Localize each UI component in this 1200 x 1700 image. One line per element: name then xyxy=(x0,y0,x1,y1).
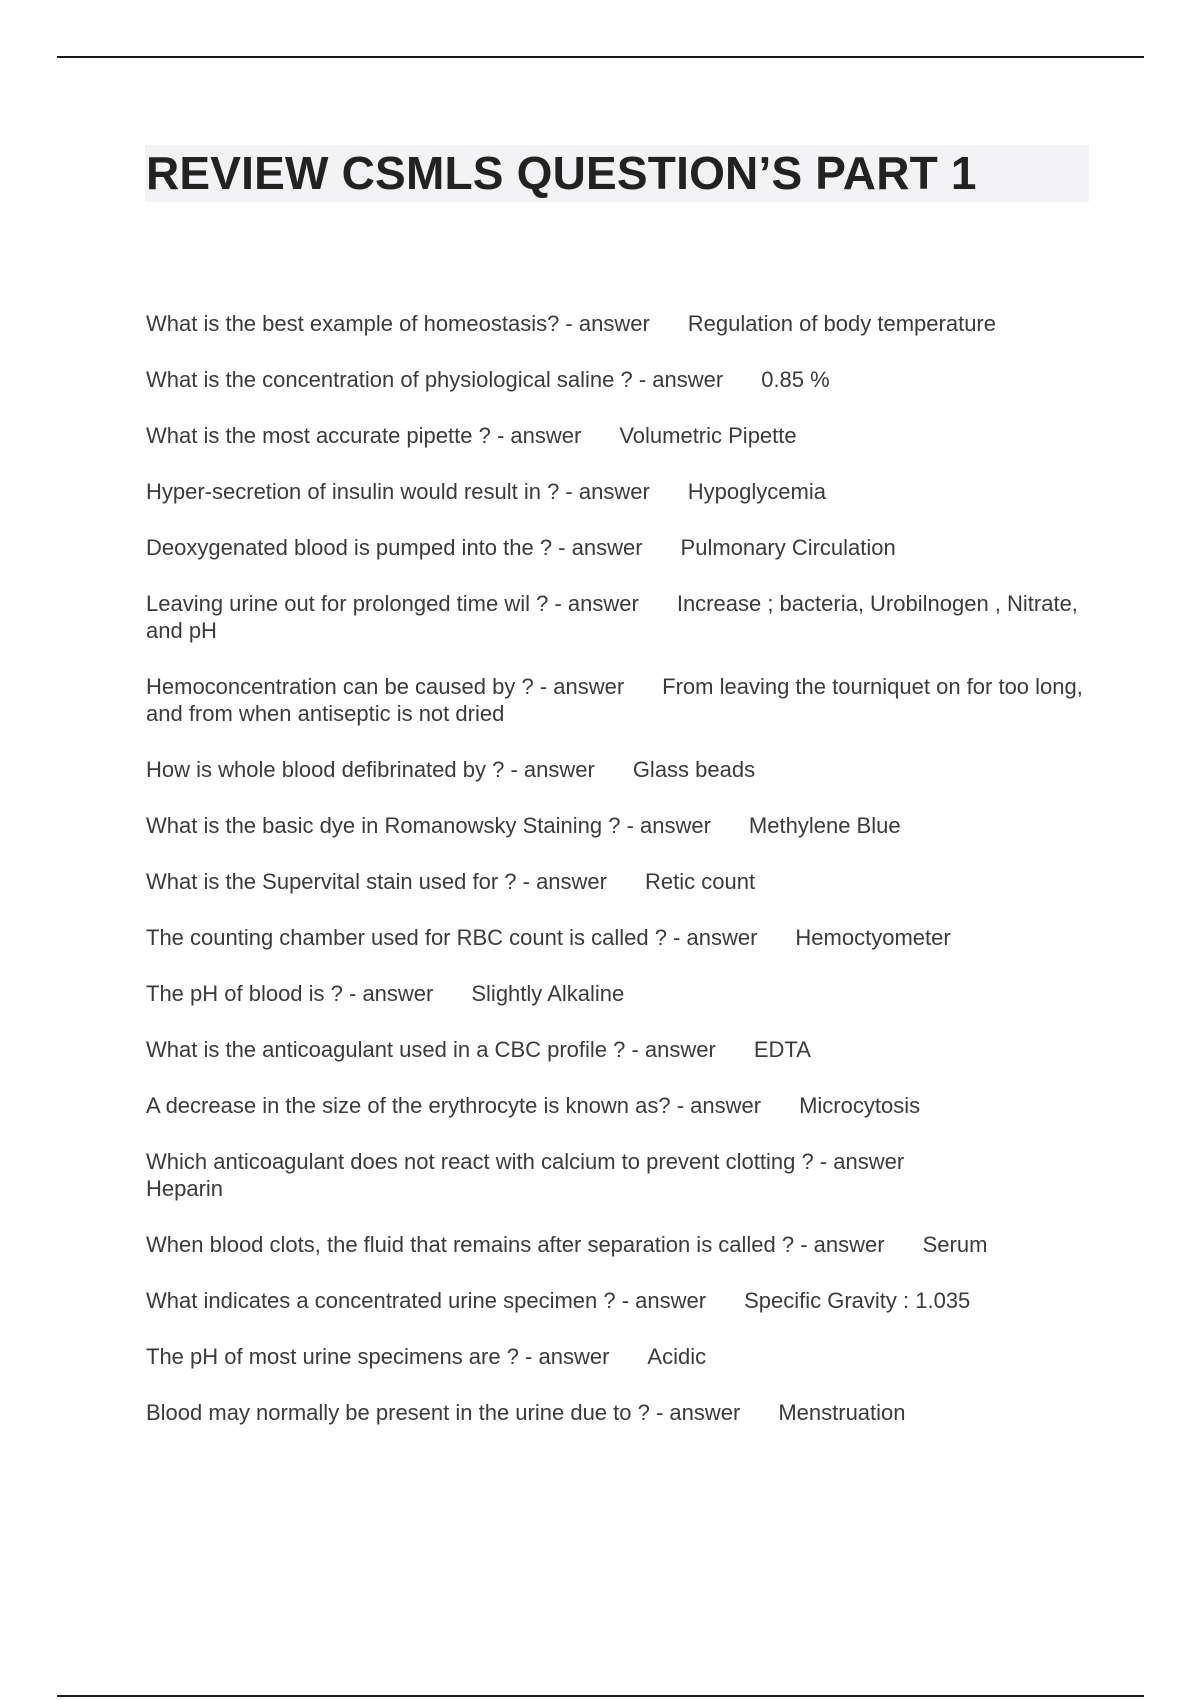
answer-text: Volumetric Pipette xyxy=(619,423,797,448)
bottom-rule xyxy=(57,1695,1144,1697)
list-item xyxy=(146,422,1086,449)
question-text: A decrease in the size of the erythrocyte is known as? - answer xyxy=(146,1093,762,1118)
question-text: When blood clots, the fluid that remains after separation is called ? - answer xyxy=(146,1232,885,1257)
answer-text: Heparin xyxy=(146,1176,224,1201)
answer-text: Methylene Blue xyxy=(748,813,901,838)
question-list xyxy=(146,310,1086,1455)
question-text: What is the most accurate pipette ? - answer xyxy=(146,423,582,448)
question-text: The pH of blood is ? - answer xyxy=(146,981,434,1006)
answer-text: Menstruation xyxy=(778,1400,906,1425)
question-text: What is the Supervital stain used for ? - answer xyxy=(146,869,607,894)
question-text: Leaving urine out for prolonged time wil ? - answer xyxy=(146,591,639,616)
answer-text: From leaving the tourniquet on for too long, and from when antiseptic is not dried xyxy=(146,674,1083,726)
list-item xyxy=(146,868,1086,895)
answer-text: Microcytosis xyxy=(799,1093,921,1118)
page-title: REVIEW CSMLS QUESTION’S PART 1 xyxy=(146,147,977,199)
question-text: The counting chamber used for RBC count is called ? - answer xyxy=(146,925,758,950)
question-text: What is the concentration of physiological saline ? - answer xyxy=(146,367,724,392)
question-text: What is the basic dye in Romanowsky Staining ? - answer xyxy=(146,813,711,838)
list-item xyxy=(146,1092,1086,1119)
question-text: The pH of most urine specimens are ? - answer xyxy=(146,1344,610,1369)
answer-text: Hemoctyometer xyxy=(795,925,951,950)
question-text: Which anticoagulant does not react with calcium to prevent clotting ? - answer xyxy=(146,1149,905,1174)
list-item xyxy=(146,1399,1086,1426)
list-item xyxy=(146,1231,1086,1258)
question-text: Hemoconcentration can be caused by ? - answer xyxy=(146,674,625,699)
list-item xyxy=(146,812,1086,839)
list-item xyxy=(146,673,1086,727)
question-text: What is the anticoagulant used in a CBC profile ? - answer xyxy=(146,1037,716,1062)
list-item xyxy=(146,756,1086,783)
list-item xyxy=(146,310,1086,337)
answer-text: Pulmonary Circulation xyxy=(680,535,896,560)
question-text: Deoxygenated blood is pumped into the ? - answer xyxy=(146,535,643,560)
list-item xyxy=(146,1287,1086,1314)
question-text: How is whole blood defibrinated by ? - answer xyxy=(146,757,595,782)
answer-text: Serum xyxy=(922,1232,988,1257)
answer-text: Retic count xyxy=(645,869,756,894)
question-text: Blood may normally be present in the urine due to ? - answer xyxy=(146,1400,741,1425)
answer-text: Hypoglycemia xyxy=(687,479,826,504)
question-text: Hyper-secretion of insulin would result in ? - answer xyxy=(146,479,650,504)
answer-text: Specific Gravity : 1.035 xyxy=(744,1288,971,1313)
list-item xyxy=(146,366,1086,393)
answer-text: Glass beads xyxy=(632,757,756,782)
list-item xyxy=(146,1036,1086,1063)
answer-text: Acidic xyxy=(647,1344,707,1369)
answer-text: Slightly Alkaline xyxy=(471,981,625,1006)
answer-text: 0.85 % xyxy=(761,367,830,392)
answer-text: EDTA xyxy=(753,1037,811,1062)
list-item xyxy=(146,478,1086,505)
list-item xyxy=(146,980,1086,1007)
list-item xyxy=(146,1343,1086,1370)
top-rule xyxy=(57,56,1144,58)
question-text: What indicates a concentrated urine specimen ? - answer xyxy=(146,1288,707,1313)
list-item xyxy=(146,590,1086,644)
list-item xyxy=(146,1148,1086,1202)
list-item xyxy=(146,924,1086,951)
answer-text: Regulation of body temperature xyxy=(687,311,996,336)
question-text: What is the best example of homeostasis? - answer xyxy=(146,311,650,336)
answer-text: Increase ; bacteria, Urobilnogen , Nitrate, and pH xyxy=(146,591,1078,643)
list-item xyxy=(146,534,1086,561)
